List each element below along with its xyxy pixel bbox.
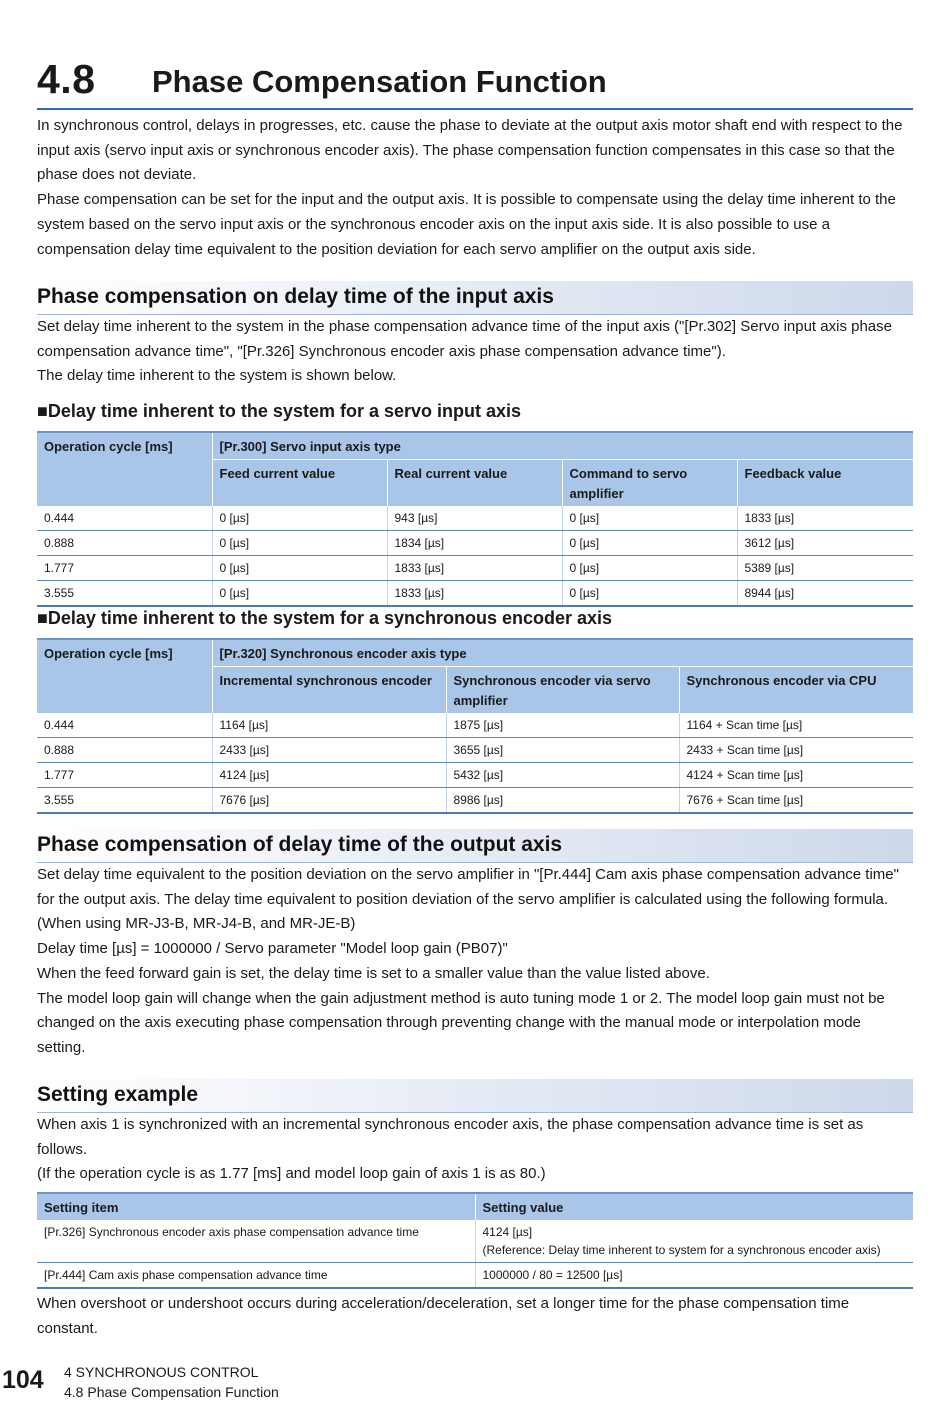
table-cell: 0.888 xyxy=(37,738,212,763)
footer-chapter: 4 SYNCHRONOUS CONTROL xyxy=(64,1364,259,1380)
table-cell: 2433 [µs] xyxy=(212,738,446,763)
paragraph: Set delay time equivalent to the position deviation on the servo amplifier in "[Pr.444] Cam axis phase compensation advance time" for the output axis. The delay time equivalent to position deviation of the servo amplifier is calculated using the following formula. (When using MR-J3-B, MR-J4-B, and MR-JE-B) xyxy=(37,866,899,933)
table-row xyxy=(37,1263,913,1289)
table-row xyxy=(37,506,913,531)
header-cell: Feed current value xyxy=(212,460,387,507)
header-group: [Pr.300] Servo input axis type xyxy=(212,432,913,460)
setting-note: (Reference: Delay time inherent to system for a synchronous encoder axis) xyxy=(482,1243,881,1257)
table-row xyxy=(37,738,913,763)
header-cell: Command to servo amplifier xyxy=(562,460,737,507)
paragraph: The delay time inherent to the system is shown below. xyxy=(37,367,397,385)
table-row xyxy=(37,1220,913,1263)
chapter-title: Phase Compensation Function xyxy=(152,64,607,99)
header-setting-item: Setting item xyxy=(37,1193,475,1220)
header-cell: Synchronous encoder via CPU xyxy=(679,667,913,714)
table-cell: 1875 [µs] xyxy=(446,713,679,738)
intro-paragraph: In synchronous control, delays in progresses, etc. cause the phase to deviate at the output axis motor shaft end with respect to the input axis (servo input axis or synchronous encoder axis). The phase compensation function compensates in this case so that the phase does not deviate. xyxy=(37,117,903,184)
footer-section: 4.8 Phase Compensation Function xyxy=(64,1384,279,1400)
table-cell: 0.888 xyxy=(37,531,212,556)
table-cell: 1.777 xyxy=(37,556,212,581)
section-heading-output-axis: Phase compensation of delay time of the output axis xyxy=(37,829,913,863)
table-cell: 943 [µs] xyxy=(387,506,562,531)
table-cell: 8986 [µs] xyxy=(446,788,679,814)
paragraph: When the feed forward gain is set, the delay time is set to a smaller value than the value listed above. xyxy=(37,964,710,982)
header-cell: Incremental synchronous encoder xyxy=(212,667,446,714)
table-cell: 0.444 xyxy=(37,506,212,531)
table-cell: [Pr.444] Cam axis phase compensation advance time xyxy=(37,1263,475,1289)
table-cell: 1164 [µs] xyxy=(212,713,446,738)
table-cell: 1000000 / 80 = 12500 [µs] xyxy=(475,1263,913,1289)
setting-example-text xyxy=(37,1113,913,1187)
intro-paragraph: Phase compensation can be set for the input and the output axis. It is possible to compensate using the delay time inherent to the system based on the servo input axis or the synchronous encoder axis on the input axis side. It is also possible to use a compensation delay time equivalent to the position deviation for each servo amplifier on the output axis side. xyxy=(37,191,896,258)
header-operation-cycle: Operation cycle [ms] xyxy=(37,639,212,713)
output-axis-text xyxy=(37,863,913,1061)
table-cell: 0 [µs] xyxy=(562,556,737,581)
table-cell: 3.555 xyxy=(37,581,212,607)
table-cell: 0 [µs] xyxy=(212,581,387,607)
table-cell xyxy=(475,1220,913,1263)
table-cell: 3655 [µs] xyxy=(446,738,679,763)
header-setting-value: Setting value xyxy=(475,1193,913,1220)
section-heading-input-axis: Phase compensation on delay time of the input axis xyxy=(37,281,913,315)
table-row xyxy=(37,713,913,738)
table-cell: 4124 + Scan time [µs] xyxy=(679,763,913,788)
paragraph: Set delay time inherent to the system in the phase compensation advance time of the input axis ("[Pr.302] Servo input axis phase compensation advance time", "[Pr.326] Synchronous encoder axis phase compensation advance time"). xyxy=(37,318,892,360)
table-cell: 0 [µs] xyxy=(562,581,737,607)
table-cell: 0 [µs] xyxy=(562,531,737,556)
table-cell: 0 [µs] xyxy=(212,506,387,531)
table-cell: 5389 [µs] xyxy=(737,556,913,581)
table-row xyxy=(37,556,913,581)
intro-text xyxy=(37,114,913,262)
header-operation-cycle: Operation cycle [ms] xyxy=(37,432,212,506)
table-cell: 3.555 xyxy=(37,788,212,814)
table-cell: 1833 [µs] xyxy=(737,506,913,531)
page-number: 104 xyxy=(2,1366,44,1394)
paragraph: (If the operation cycle is as 1.77 [ms] and model loop gain of axis 1 is as 80.) xyxy=(37,1165,546,1183)
table-cell: 0 [µs] xyxy=(212,556,387,581)
table-cell: 3612 [µs] xyxy=(737,531,913,556)
encoder-table-heading: ■Delay time inherent to the system for a synchronous encoder axis xyxy=(37,608,613,628)
table-cell: 7676 [µs] xyxy=(212,788,446,814)
table-cell: 4124 [µs] xyxy=(212,763,446,788)
table-cell: 0 [µs] xyxy=(212,531,387,556)
header-cell: Synchronous encoder via servo amplifier xyxy=(446,667,679,714)
header-cell: Feedback value xyxy=(737,460,913,507)
table-cell: 5432 [µs] xyxy=(446,763,679,788)
table-cell: 1834 [µs] xyxy=(387,531,562,556)
table-cell: 1833 [µs] xyxy=(387,581,562,607)
table-row xyxy=(37,788,913,814)
paragraph: The model loop gain will change when the gain adjustment method is auto tuning mode 1 or 2. The model loop gain must not be changed on the axis executing phase compensation through preventing change with the manual mode or interpolation mode setting. xyxy=(37,989,885,1056)
paragraph: When axis 1 is synchronized with an incremental synchronous encoder axis, the phase compensation advance time is set as follows. xyxy=(37,1116,864,1158)
closing-text xyxy=(37,1292,913,1341)
servo-input-delay-table xyxy=(37,431,913,607)
table-cell: 8944 [µs] xyxy=(737,581,913,607)
paragraph: When overshoot or undershoot occurs during acceleration/deceleration, set a longer time for the phase compensation time constant. xyxy=(37,1295,850,1337)
table-cell: [Pr.326] Synchronous encoder axis phase compensation advance time xyxy=(37,1220,475,1263)
section-heading-setting-example: Setting example xyxy=(37,1079,913,1113)
header-group: [Pr.320] Synchronous encoder axis type xyxy=(212,639,913,667)
table-cell: 0.444 xyxy=(37,713,212,738)
table-cell: 2433 + Scan time [µs] xyxy=(679,738,913,763)
table-row xyxy=(37,531,913,556)
servo-table-heading: ■Delay time inherent to the system for a servo input axis xyxy=(37,401,522,421)
setting-example-table xyxy=(37,1192,913,1289)
table-cell: 1164 + Scan time [µs] xyxy=(679,713,913,738)
chapter-heading xyxy=(37,54,913,110)
header-cell: Real current value xyxy=(387,460,562,507)
footer-breadcrumb xyxy=(64,1362,279,1402)
table-cell: 1833 [µs] xyxy=(387,556,562,581)
input-axis-text xyxy=(37,315,913,389)
table-cell: 1.777 xyxy=(37,763,212,788)
table-row xyxy=(37,763,913,788)
formula: Delay time [µs] = 1000000 / Servo parameter "Model loop gain (PB07)" xyxy=(37,940,508,958)
table-row xyxy=(37,581,913,607)
table-cell: 0 [µs] xyxy=(562,506,737,531)
chapter-number: 4.8 xyxy=(37,56,96,102)
table-cell: 7676 + Scan time [µs] xyxy=(679,788,913,814)
setting-value: 4124 [µs] xyxy=(482,1225,533,1239)
encoder-axis-delay-table xyxy=(37,638,913,814)
